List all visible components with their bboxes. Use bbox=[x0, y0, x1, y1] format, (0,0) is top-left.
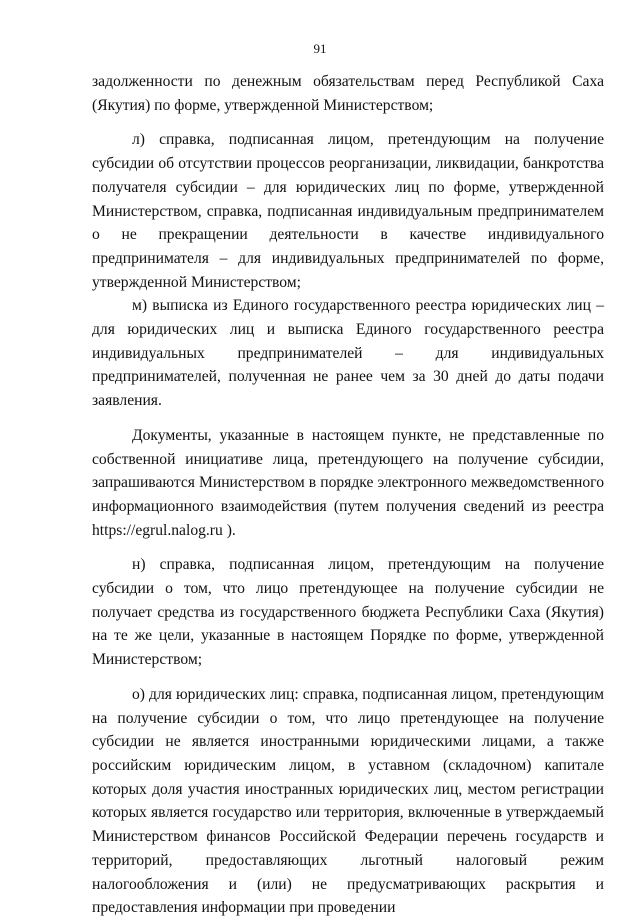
paragraph-item-o: о) для юридических лиц: справка, подписанная лицом, претендующим на получение субсидии о том, что лицо претендующее на получение субсидии не является иностранными юридическими лицами, а также российским юридическим лицом, в уставном (складочном) капитале которых доля участия иностранных юридических лиц, местом регистрации которых является государство или территория, включенные в утверждаемый Министерством финансов Российской Федерации перечень государств и территорий, предоставляющих льготный налоговый режим налогообложения и (или) не предусматривающих раскрытия и предоставления информации при проведении bbox=[92, 685, 604, 917]
paragraph-item-l: л) справка, подписанная лицом, претендующим на получение субсидии об отсутствии процессов реорганизации, ликвидации, банкротства получателя субсидии – для юридических лиц по форме, утвержденной Министерством, справка, подписанная индивидуальным предпринимателем о не прекращении деятельности в качестве индивидуального предпринимателя – для индивидуальных предпринимателей по форме, утвержденной Министерством; bbox=[92, 131, 604, 291]
paragraph-documents-request: Документы, указанные в настоящем пункте, не представленные по собственной инициативе лица, претендующего на получение субсидии, запрашиваются Министерством в порядке электронного межведомственного информационного взаимодействия (путем получения сведений из реестра https://egrul.nalog.ru ). bbox=[92, 426, 604, 539]
document-body bbox=[92, 70, 604, 920]
paragraph-item-m: м) выписка из Единого государственного реестра юридических лиц – для юридических лиц и выписка Единого государственного реестра индивидуальных предпринимателей – для индивидуальных предпринимателей, полученная не ранее чем за 30 дней до даты подачи заявления. bbox=[92, 297, 604, 410]
page-number: 91 bbox=[313, 41, 327, 56]
paragraph-continuation: задолженности по денежным обязательствам перед Республикой Саха (Якутия) по форме, утвержденной Министерством; bbox=[92, 73, 604, 114]
paragraph-item-n: н) справка, подписанная лицом, претендующим на получение субсидии о том, что лицо претендующее на получение субсидии не получает средства из государственного бюджета Республики Саха (Якутия) на те же цели, указанные в настоящем Порядке по форме, утвержденной Министерством; bbox=[92, 556, 604, 669]
